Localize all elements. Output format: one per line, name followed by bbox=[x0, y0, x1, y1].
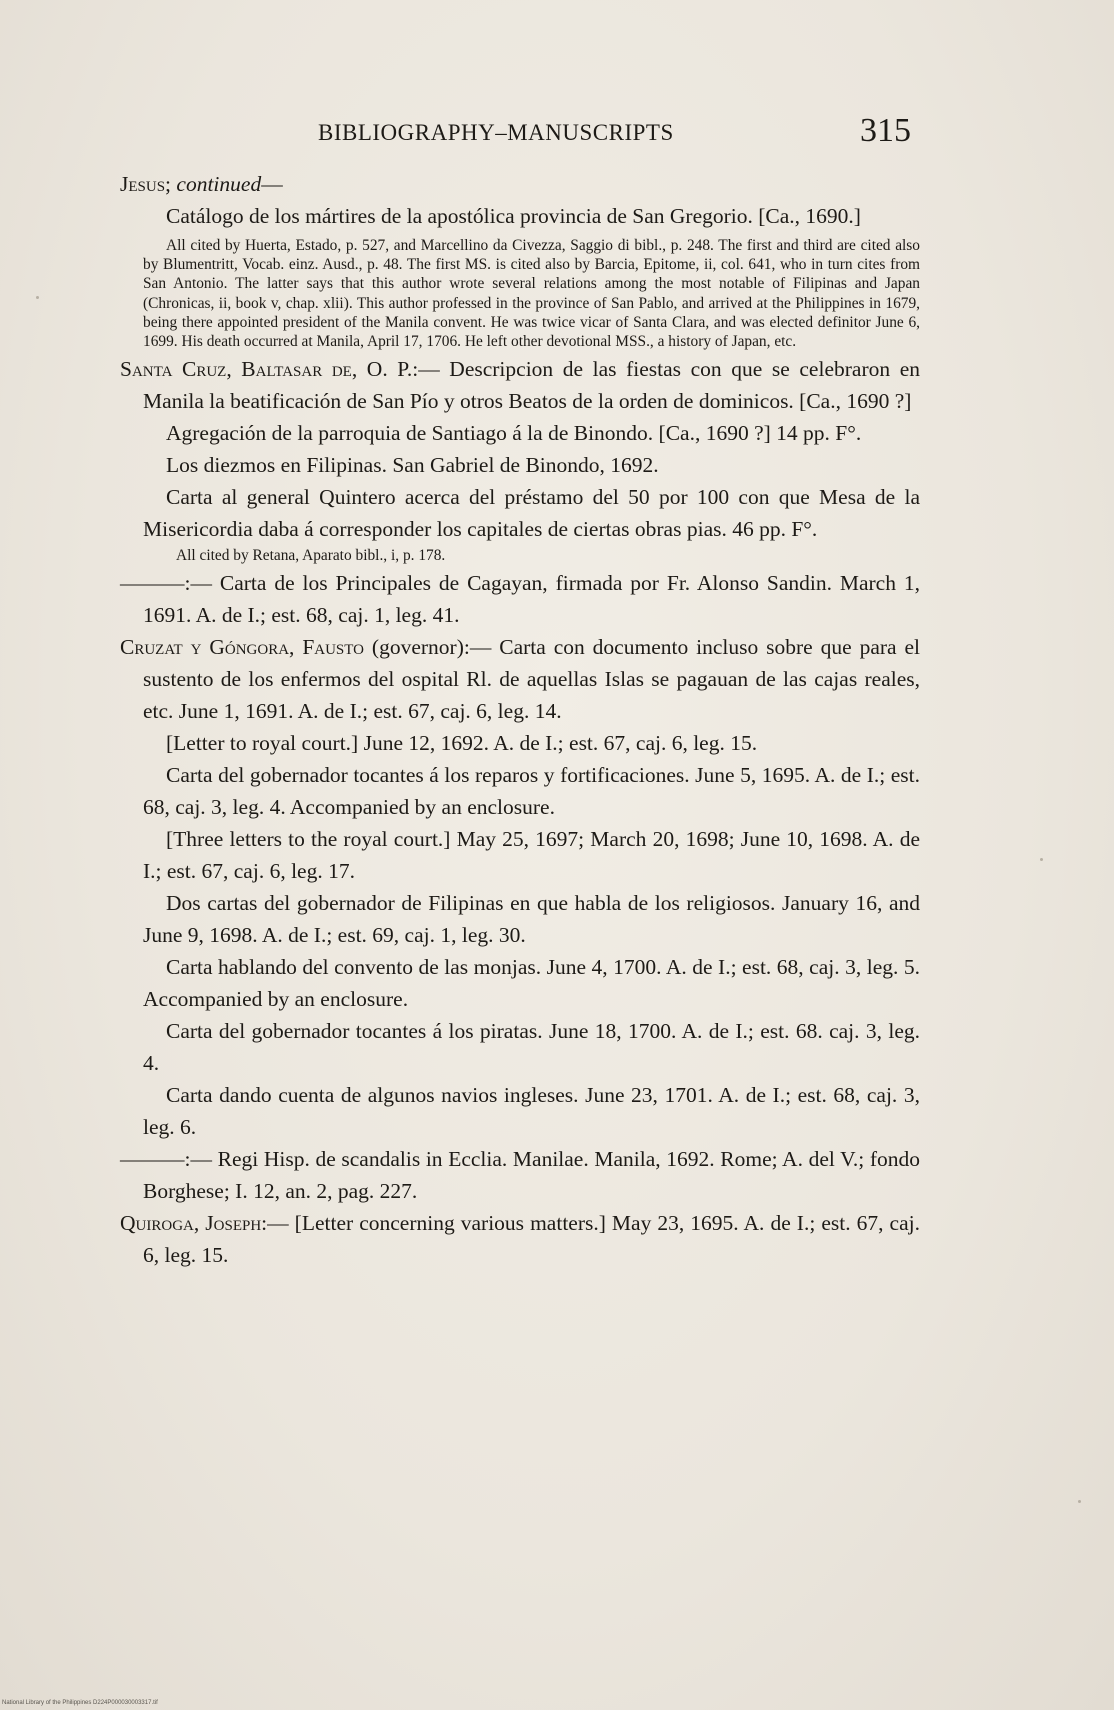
entry-heading-quiroga: Quiroga, Joseph:— [Letter concerning various matters.] May 23, 1695. A. de I.; est. 67, caj. 6, leg. 15. bbox=[120, 1211, 920, 1268]
entry-item: Carta hablando del convento de las monjas. June 4, 1700. A. de I.; est. 68, caj. 3, leg. 5. Accompanied by an enclosure. bbox=[143, 955, 920, 1012]
running-head: BIBLIOGRAPHY–MANUSCRIPTS bbox=[318, 120, 674, 145]
entry-heading-jesus: Jesus; continued— bbox=[120, 172, 283, 196]
bibliography-content bbox=[120, 168, 920, 1271]
author-name: Cruzat y Góngora, Fausto bbox=[120, 635, 365, 660]
bibliographic-note: All cited by Retana, Aparato bibl., i, p. 178. bbox=[176, 547, 446, 565]
author-name: Santa Cruz, Baltasar de, O. P. bbox=[120, 357, 413, 382]
author-name: Quiroga, Joseph bbox=[120, 1211, 262, 1236]
entry-item: [Letter to royal court.] June 12, 1692. A. de I.; est. 67, caj. 6, leg. 15. bbox=[166, 731, 758, 756]
scan-footer: National Library of the Philippines D224P000030003317.tif bbox=[2, 1700, 158, 1706]
ditto-dash: ——— bbox=[120, 571, 185, 596]
paper-speck bbox=[36, 296, 39, 299]
entry-item: Carta del gobernador tocantes á los piratas. June 18, 1700. A. de I.; est. 68. caj. 3, leg. 4. bbox=[143, 1019, 920, 1076]
entry-heading-santa-cruz: Santa Cruz, Baltasar de, O. P.:— Descripcion de las fiestas con que se celebraron en Manila la beatificación de San Pío y otros Beatos de la orden de dominicos. [Ca., 1690 ?] bbox=[120, 357, 920, 414]
entry-continuation-dash: ———:— Regi Hisp. de scandalis in Ecclia. Manilae. Manila, 1692. Rome; A. del V.; fondo Borghese; I. 12, an. 2, pag. 227. bbox=[120, 1147, 920, 1204]
entry-item: Agregación de la parroquia de Santiago á la de Binondo. [Ca., 1690 ?] 14 pp. F°. bbox=[166, 421, 862, 446]
entry-item: [Three letters to the royal court.] May 25, 1697; March 20, 1698; June 10, 1698. A. de I.; est. 67, caj. 6, leg. 17. bbox=[143, 827, 920, 884]
entry-item: Los diezmos en Filipinas. San Gabriel de Binondo, 1692. bbox=[166, 453, 659, 478]
ditto-dash: ——— bbox=[120, 1147, 185, 1172]
entry-item: Carta dando cuenta de algunos navios ingleses. June 23, 1701. A. de I.; est. 68, caj. 3, leg. 6. bbox=[143, 1083, 920, 1140]
entry-item: Dos cartas del gobernador de Filipinas en que habla de los religiosos. January 16, and June 9, 1698. A. de I.; est. 69, caj. 1, leg. 30. bbox=[143, 891, 920, 948]
paper-speck bbox=[1040, 858, 1043, 861]
bibliographic-note: All cited by Huerta, Estado, p. 527, and Marcellino da Civezza, Saggio di bibl., p. 248. The first and third are cited also by Blumentritt, Vocab. einz. Ausd., p. 48. The first MS. is cited also by Barcia, Epitome, ii, col. 641, who in turn cites from San Antonio. The latter says that this author wrote several relations among the most notable of Filipinas and Japan (Chronicas, ii, book v, chap. xlii). This author professed in the province of San Pablo, and arrived at the Philippines in 1679, being there appointed president of the Manila convent. He was twice vicar of Santa Clara, and was elected definitor June 6, 1699. His death occurred at Manila, April 17, 1706. He left other devotional MSS., a history of Japan, etc. bbox=[143, 237, 920, 351]
entry-item: Carta del gobernador tocantes á los reparos y fortificaciones. June 5, 1695. A. de I.; est. 68, caj. 3, leg. 4. Accompanied by an enclosure. bbox=[143, 763, 920, 820]
entry-heading-cruzat: Cruzat y Góngora, Fausto (governor):— Carta con documento incluso sobre que para el sustento de los enfermos del ospital Rl. de aquellas Islas se pagauan de las cajas reales, etc. June 1, 1691. A. de I.; est. 67, caj. 6, leg. 14. bbox=[120, 635, 920, 724]
paper-speck bbox=[1078, 1500, 1081, 1503]
page-header bbox=[0, 112, 1114, 152]
entry-item: Carta al general Quintero acerca del préstamo del 50 por 100 con que Mesa de la Misericordia daba á corresponder los capitales de ciertas obras pias. 46 pp. F°. bbox=[143, 485, 920, 542]
entry-item: Catálogo de los mártires de la apostólica provincia de San Gregorio. [Ca., 1690.] bbox=[166, 204, 861, 228]
entry-continuation-dash: ———:— Carta de los Principales de Cagayan, firmada por Fr. Alonso Sandin. March 1, 1691. A. de I.; est. 68, caj. 1, leg. 41. bbox=[120, 571, 920, 628]
page-number: 315 bbox=[860, 112, 911, 149]
author-name: Jesus bbox=[120, 172, 166, 196]
